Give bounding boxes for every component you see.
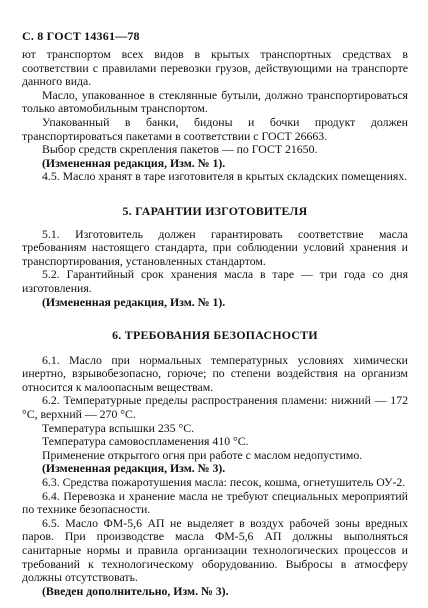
page-content	[22, 48, 408, 598]
clause-4-5: 4.5. Масло хранят в таре изготовителя в крытых складских помещениях.	[42, 169, 408, 184]
open-fire-warning: Применение открытого огня при работе с маслом недопустимо.	[42, 447, 363, 462]
paragraph-packaged-product: Упакованный в банки, бидоны и бочки продукт должен транспортироваться пакетами в соответствии с ГОСТ 26663.	[22, 114, 408, 143]
clause-5-2: 5.2. Гарантийный срок хранения масла в таре — три года со дня изготовления.	[22, 267, 408, 295]
clause-6-3: 6.3. Средства пожаротушения масла: песок, кошма, огнетушитель ОУ-2.	[42, 475, 406, 490]
amendment-note: (Измененная редакция, Изм. № 1).	[42, 294, 226, 309]
clause-6-5: 6.5. Масло ФМ-5,6 АП не выделяет в воздух рабочей зоны вредных паров. При производстве масла ФМ-5,6 АП должны выполняться санитарные нормы и правила организации технологических процессов и требований к технологическому оборудованию. Выбросы в атмосферу должны отсутствовать.	[22, 515, 408, 585]
page-header: С. 8 ГОСТ 14361—78	[22, 29, 140, 43]
clause-6-1: 6.1. Масло при нормальных температурных условиях химически инертно, взрывобезопасно, горюче; по степени воздействия на организм относится к малоопасным веществам.	[22, 352, 408, 394]
clause-5-1: 5.1. Изготовитель должен гарантировать соответствие масла требованиям настоящего стандарта, при соблюдении условий хранения и транспортирования, установленных стандартом.	[22, 226, 408, 268]
section-5-title: 5. ГАРАНТИИ ИЗГОТОВИТЕЛЯ	[122, 203, 308, 218]
amendment-note: (Введен дополнительно, Изм. № 3).	[42, 583, 229, 598]
amendment-note: (Измененная редакция, Изм. № 1).	[42, 155, 226, 170]
section-6-title: 6. ТРЕБОВАНИЯ БЕЗОПАСНОСТИ	[112, 328, 318, 343]
autoignition-temperature: Температура самовоспламенения 410 °С.	[42, 434, 249, 449]
flash-point: Температура вспышки 235 °С.	[42, 420, 195, 435]
paragraph-transport-continued: ют транспортом всех видов в крытых транспортных средствах в соответствии с правилами перевозки грузов, действующими на транспорте данного вида.	[22, 47, 408, 89]
clause-6-2: 6.2. Температурные пределы распространения пламени: нижний — 172 °С, верхний — 270 °С.	[22, 393, 408, 422]
amendment-note: (Измененная редакция, Изм. № 3).	[42, 461, 226, 476]
paragraph-fastening-means: Выбор средств скрепления пакетов — по ГОСТ 21650.	[42, 142, 318, 157]
clause-6-4: 6.4. Перевозка и хранение масла не требуют специальных мероприятий по технике безопасности.	[22, 488, 408, 517]
paragraph-glass-bottles: Масло, упакованное в стеклянные бутыли, должно транспортироваться только автомобильным транспортом.	[22, 87, 408, 116]
